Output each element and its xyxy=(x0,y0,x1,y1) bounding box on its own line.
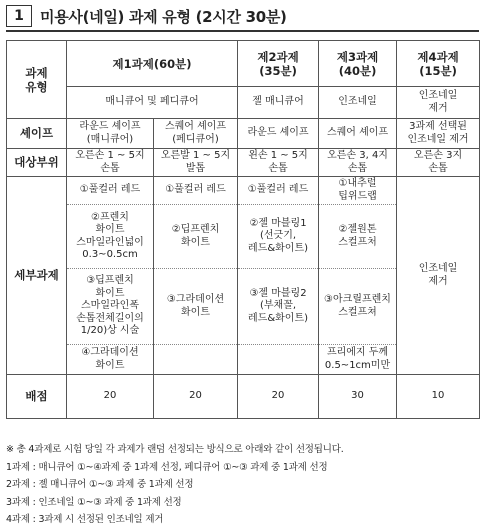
section-header xyxy=(6,4,287,28)
table-corner: 과제 유형 xyxy=(7,41,67,119)
shape-cell: 스퀘어 셰이프 xyxy=(319,119,397,149)
target-cell: 오른발 1 ~ 5지 발톱 xyxy=(154,149,238,177)
row-label-score: 배점 xyxy=(7,375,67,419)
score-cell: 30 xyxy=(319,375,397,419)
score-cell: 10 xyxy=(397,375,480,419)
target-cell: 오른손 3, 4지 손톱 xyxy=(319,149,397,177)
subhead-removal: 인조네일 제거 xyxy=(397,87,480,119)
shape-cell: 라운드 셰이프 (매니큐어) xyxy=(67,119,154,149)
artificial-item: ②젤원톤 스컬프처 xyxy=(319,205,397,269)
subhead-manicure-pedicure: 매니큐어 및 페디큐어 xyxy=(67,87,238,119)
score-cell: 20 xyxy=(67,375,154,419)
note-line: 4과제 : 3과제 시 선정된 인조네일 제거 xyxy=(6,514,164,525)
manicure-item: ①풀컬러 레드 xyxy=(67,177,154,205)
task4-header: 제4과제 (15분) xyxy=(397,41,480,87)
row-label-detail: 세부과제 xyxy=(7,177,67,375)
removal-item: 인조네일 제거 xyxy=(397,177,480,375)
artificial-item: ③아크릴프렌치 스컬프쳐 xyxy=(319,269,397,345)
artificial-item: 프리에지 두께 0.5~1cm미만 xyxy=(319,345,397,375)
subhead-artificial: 인조네일 xyxy=(319,87,397,119)
shape-cell: 라운드 셰이프 xyxy=(238,119,319,149)
row-label-target: 대상부위 xyxy=(7,149,67,177)
target-cell: 오른손 3지 손톱 xyxy=(397,149,480,177)
manicure-item: ②프렌치 화이트 스마일라인넓이 0.3~0.5cm xyxy=(67,205,154,269)
selection-notes xyxy=(6,441,479,529)
gel-item: ①풀컬러 레드 xyxy=(238,177,319,205)
note-line: 3과제 : 인조네일 ①~③ 과제 중 1과제 선정 xyxy=(6,496,182,508)
gel-item: ③젤 마블링2 (부채꼴, 레드&화이트) xyxy=(238,269,319,345)
target-cell: 오른손 1 ~ 5지 손톱 xyxy=(67,149,154,177)
gel-empty xyxy=(238,345,319,375)
pedicure-empty xyxy=(154,345,238,375)
note-line: 1과제 : 매니큐어 ①~④과제 중 1과제 선정, 페디큐어 ①~③ 과제 중 1과제 선정 xyxy=(6,461,328,473)
page-title: 미용사(네일) 과제 유형 (2시간 30분) xyxy=(40,7,287,26)
shape-cell: 3과제 선택된 인조네일 제거 xyxy=(397,119,480,149)
target-cell: 왼손 1 ~ 5지 손톱 xyxy=(238,149,319,177)
note-line: 2과제 : 젤 매니큐어 ①~③ 과제 중 1과제 선정 xyxy=(6,479,194,490)
section-number: 1 xyxy=(6,5,32,27)
note-line: ※ 총 4과제로 시험 당일 각 과제가 랜덤 선정되는 방식으로 아래와 같이 선정됩니다. xyxy=(6,444,344,455)
gel-item: ②젤 마블링1 (선긋기, 레드&화이트) xyxy=(238,205,319,269)
task1-header: 제1과제(60분) xyxy=(67,41,238,87)
score-cell: 20 xyxy=(154,375,238,419)
row-label-shape: 셰이프 xyxy=(7,119,67,149)
shape-cell: 스퀘어 셰이프 (페디큐어) xyxy=(154,119,238,149)
task-type-table xyxy=(6,40,480,419)
pedicure-item: ③그라데이션 화이트 xyxy=(154,269,238,345)
task2-header: 제2과제 (35분) xyxy=(238,41,319,87)
manicure-item: ④그라데이션 화이트 xyxy=(67,345,154,375)
pedicure-item: ①풀컬러 레드 xyxy=(154,177,238,205)
manicure-item: ③딥프렌치 화이트 스마일라인폭 손톱전체길이의 1/20)상 시술 xyxy=(67,269,154,345)
artificial-item: ①내추럴 팁위드랩 xyxy=(319,177,397,205)
title-underline xyxy=(6,30,479,32)
score-cell: 20 xyxy=(238,375,319,419)
subhead-gel: 젤 매니큐어 xyxy=(238,87,319,119)
task3-header: 제3과제 (40분) xyxy=(319,41,397,87)
pedicure-item: ②딥프렌치 화이트 xyxy=(154,205,238,269)
